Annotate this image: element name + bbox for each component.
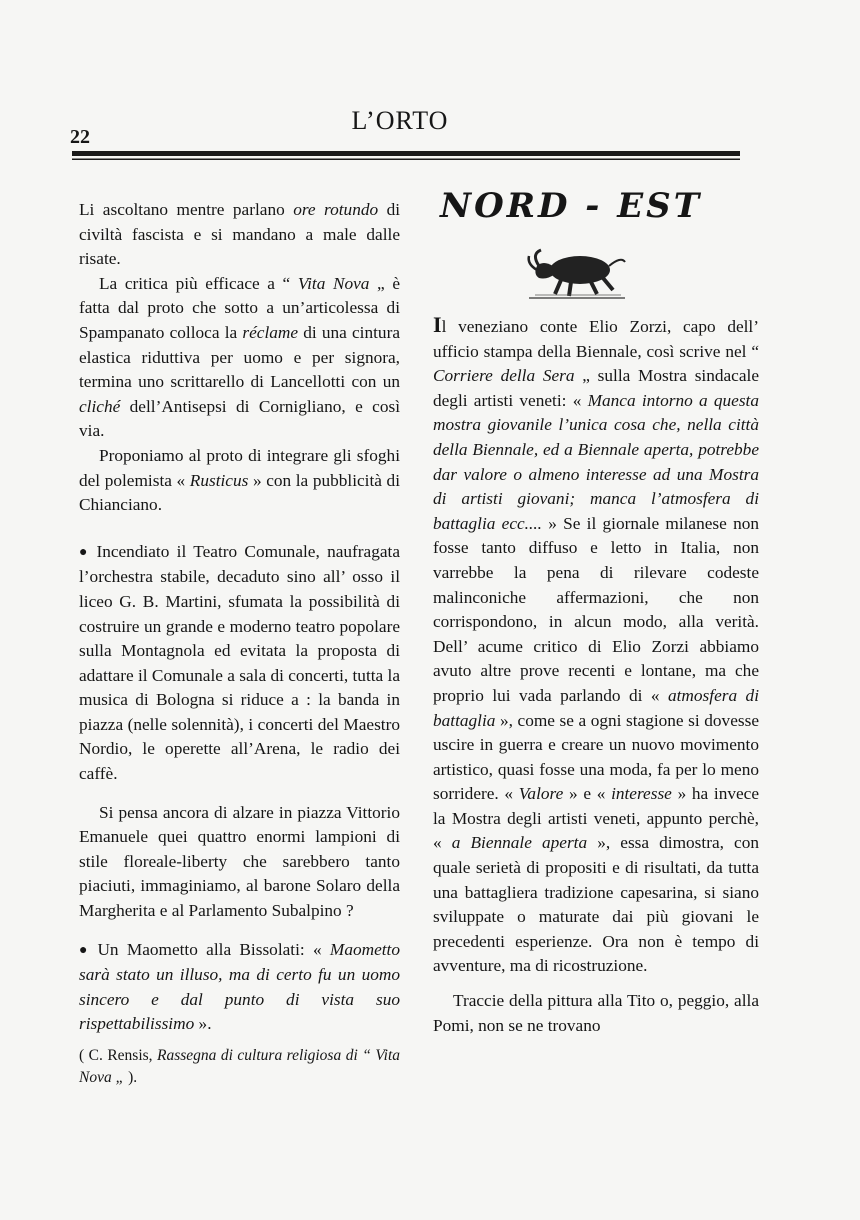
- text-run: Valore: [518, 784, 564, 804]
- text-run: Maometto sarà stato un illuso, ma di certo fu un uomo sincero e dal punto di vista suo rispettabilissimo: [79, 939, 400, 1034]
- charging-bull-icon: [525, 240, 629, 302]
- text-run: ( C. Rensis,: [79, 1047, 158, 1064]
- text-run: Proponiamo al proto di integrare gli sfoghi del polemista «: [79, 445, 400, 490]
- text-run: atmosfera di battaglia: [433, 685, 760, 730]
- text-run: dell’Antisepsi di Cornigliano, e così via.: [79, 396, 400, 441]
- text-run: Traccie della pittura alla Tito o, peggio, alla Pomi, non se ne trovano: [433, 991, 759, 1035]
- dropcap: I: [433, 312, 442, 337]
- text-run: Rusticus: [189, 470, 249, 490]
- text-run: Rassegna di cultura religiosa di “ Vita Nova „: [79, 1047, 400, 1086]
- bullet-icon: ●: [79, 544, 91, 560]
- left-column: [79, 198, 400, 1089]
- text-run: l veneziano conte Elio Zorzi, capo dell’ ufficio stampa della Biennale, così scrive nel “: [433, 317, 759, 361]
- text-run: di una cintura elastica riduttiva per uomo e per signora, termina uno scrittarello di Lancellotti con un: [79, 322, 400, 392]
- section-title: NORD - EST: [440, 186, 702, 226]
- text-run: ».: [194, 1014, 212, 1034]
- paragraph-teatro-comunale: [79, 540, 400, 787]
- text-run: di civiltà fascista e si mandano a male dalle risate.: [79, 200, 401, 269]
- text-run: ).: [124, 1069, 138, 1086]
- text-run: interesse: [611, 784, 672, 804]
- text-run: cliché: [79, 396, 121, 416]
- paragraph-proto: [79, 444, 400, 518]
- paragraph-traccie: [433, 989, 759, 1038]
- paragraph-elio-zorzi: [433, 313, 759, 979]
- journal-title: L’ORTO: [351, 106, 449, 135]
- text-run: Manca intorno a questa mostra giovanile l’unica cosa che, nella città della Biennale, ed a Biennale aperta, potrebbe dar valore o almeno interesse ad una Mostra di artisti giovani; manca l’atmosfera di battaglia ecc....: [433, 390, 759, 533]
- text-run: », come se a ogni stagione si dovesse uscire in guerra e creare un nuovo movimento artistico, quasi fosse una moda, fa per lo meno sorridere. «: [433, 710, 759, 804]
- text-run: Incendiato il Teatro Comunale, naufragata l’orchestra stabile, decaduto sino all’ osso il liceo G. B. Martini, sfumata la possibilità di costruire un grande e moderno teatro popolare sulla Montagnola ed evitata la proposta di adattare il Comunale a sala di concerti, tutta la musica di Bologna si riduce a : la banda in piazza (nelle solennità), i concerti del Maestro Nordio, le operette all’Arena, le radio dei caffè.: [79, 541, 401, 784]
- text-run: » Se il giornale milanese non fosse tanto diffuso e letto in Italia, non varrebbe la pena di rilevare codeste malinconiche affermazioni, che non corrispondono, in alcun modo, alla verità. Dell’ acume critico di Elio Zorzi abbiamo avuto altre prove recenti e lontane, ma che proprio lui vada parlando di «: [433, 513, 759, 705]
- right-column: [433, 313, 759, 1038]
- paragraph-lampioni: [79, 801, 400, 924]
- text-run: ore rotundo: [293, 200, 379, 219]
- text-run: Si pensa ancora di alzare in piazza Vittorio Emanuele quei quattro enormi lampioni di stile floreale-liberty che sarebbero tanto piaciuti, immaginiamo, al barone Solaro della Margherita e al Parlamento Subalpino ?: [79, 802, 400, 921]
- text-run: » e «: [563, 784, 612, 804]
- text-run: » ha invece la Mostra degli artisti veneti, appunto perchè, «: [433, 784, 760, 853]
- paragraph-critica: [79, 272, 400, 444]
- paragraph-maometto: [79, 938, 400, 1037]
- text-run: La critica più efficace a “: [99, 273, 298, 293]
- citation: [79, 1045, 400, 1089]
- page-number: 22: [70, 126, 90, 148]
- text-run: Li ascoltano mentre parlano: [79, 200, 294, 219]
- text-run: Vita Nova: [297, 273, 370, 293]
- bullet-icon: ●: [79, 942, 92, 958]
- text-run: réclame: [242, 322, 299, 342]
- text-run: „ è fatta dal proto che sotto a un’articolessa di Spampanato colloca la: [79, 273, 400, 342]
- text-run: Un Maometto alla Bissolati: «: [97, 939, 330, 959]
- text-run: „ sulla Mostra sindacale degli artisti veneti: «: [433, 366, 759, 410]
- text-run: », essa dimostra, con quale serietà di propositi e di risultati, da tutta una battagliera tradizione capesarina, si siano sviluppate o maturate dai più giovani le precedenti esperienze. Ora non è tempo di avventure, ma di ricostruzione.: [433, 833, 760, 976]
- paragraph-vita-nova-intro: [79, 198, 400, 272]
- text-run: Corriere della Sera: [433, 366, 575, 386]
- header-rule: [72, 146, 740, 168]
- text-run: a Biennale aperta: [451, 833, 588, 853]
- text-run: » con la pubblicità di Chianciano.: [79, 470, 400, 515]
